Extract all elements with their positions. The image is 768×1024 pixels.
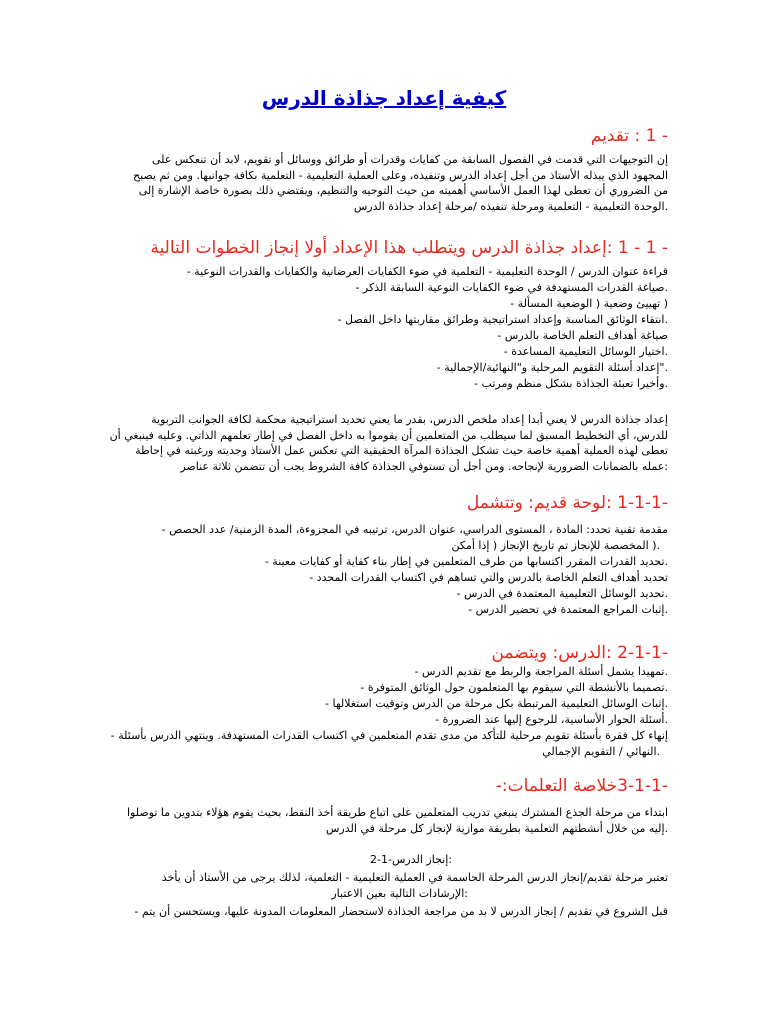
list-item: ."إعداد أسئلة التقويم المرحلية و"النهائية/الإجمالية -	[436, 361, 668, 374]
paragraph-line: ابتداء من مرحلة الجذع المشترك ينبغي تدريب المتعلمين على اتباع طريقة أخذ النقط، بحيث يقوم هؤلاء بتدوين ما توصلوا	[126, 806, 668, 819]
list-item: .صياغة القدرات المستهدفة في ضوء الكفايات النوعية السابقة الذكر -	[355, 281, 668, 294]
list-item: قراءة عنوان الدرس / الوحدة التعليمية - التعلمية في ضوء الكفايات العرضانية والكفايات والقدرات النوعية -	[186, 265, 668, 278]
list-item: صياغة أهداف التعلم الخاصة بالدرس -	[497, 329, 668, 342]
list-item: ( تهييئ وضعية ( الوضعية المسألة -	[510, 297, 668, 310]
list-item: .تصميما بالأنشطة التي سيقوم بها المتعلمون حول الوثائق المتوفرة -	[360, 681, 668, 694]
list-item: .اختيار الوسائل التعليمية المساعدة -	[503, 345, 668, 358]
section-heading-intro: - 1 : تقديم	[590, 126, 668, 146]
subsection-label-2-1: :إنجاز الدرس-1-2	[370, 853, 452, 866]
delivery-paragraph	[100, 870, 668, 901]
list-item: تحديد أهداف التعلم الخاصة بالدرس والتي تساهم في اكتساب القدرات المحدد -	[309, 571, 668, 584]
section-heading-3-1-1: -3-1-1خلاصة التعلمات:-	[495, 776, 668, 796]
paragraph-line: .إليه من خلال أنشطتهم التعلمية بطريقة موازية لإنجاز كل مرحلة في الدرس	[325, 821, 668, 835]
list-item: إنهاء كل فقرة بأسئلة تقويم مرحلية للتأكد من مدى تقدم المتعلمين في اكتساب القدرات المستهدفة. وينتهي الدرس بأسئلة -	[110, 729, 668, 742]
list-item: .( المخصصة للإنجاز تم تاريخ الإنجاز ( إذا أمكن	[451, 539, 660, 552]
paragraph-line: إن التوجيهات التي قدمت في الفصول السابقة من كفايات وقدرات أو طرائق ووسائل أو تقويم، لابد أن تنعكس على	[151, 153, 668, 166]
body-paragraph	[100, 412, 668, 474]
list-item: .النهائي / التقويم الإجمالي	[542, 745, 660, 758]
intro-paragraph	[100, 152, 668, 214]
paragraph-line: إعداد جذاذة الدرس لا يعني أبدا إعداد ملخص الدرس، بقدر ما يعني تحديد استراتيجية محكمة لكافة الجوانب التربوية	[151, 413, 668, 426]
list-item: مقدمة تقنية تحدد: المادة ، المستوى الدراسي، عنوان الدرس، ترتيبه في المجزوءة، المدة الزمنية/ عدد الحصص -	[161, 523, 668, 536]
list-item: .تحديد القدرات المقرر اكتسابها من طرف المتعلمين في إطار بناء كفاية أو كفايات معينة -	[264, 555, 668, 568]
paragraph-line: للدرس، أي التخطيط المسبق لما سيطلب من المتعلمين أن يقوموا به داخل الفصل في إطار تعلمهم الذاتي. وعليه فينبغي أن	[109, 428, 668, 442]
list-item: .تحديد الوسائل التعليمية المعتمدة في الدرس -	[456, 587, 668, 600]
list-item: .انتقاء الوثائق المناسبة وإعداد استراتيجية وطرائق مقاربتها داخل الفصل -	[337, 313, 668, 326]
paragraph-line: :عمله بالضمانات الضرورية لإنجاحه. ومن أجل أن تستوفي الجذاذة كافة الشروط يجب أن تتضمن ثلاثة عناصر	[180, 459, 668, 473]
page-title: كيفية إعداد جذاذة الدرس	[261, 86, 507, 110]
summary-paragraph	[100, 805, 668, 836]
paragraph-line: :الإرشادات التالية بعين الاعتبار	[331, 886, 468, 900]
paragraph-line: تعطى لهذه العملية أهمية خاصة حيث تشكل الجذاذة المرآة الحقيقية التي تعكس عمل الأستاذ وجديته ورغبته في إحاطة	[135, 444, 668, 457]
paragraph-line: .الوحدة التعليمية - التعلمية ومرحلة تنفيذه /مرحلة إعداد جذاذة الدرس	[353, 199, 668, 213]
section-heading-2-1-1: -2-1-1 :الدرس: ويتضمن	[491, 643, 668, 663]
list-item: .وأخيرا تعبئة الجذاذة بشكل منظم ومرتب -	[474, 377, 668, 390]
list-item: .أسئلة الحوار الأساسية، للرجوع إليها عند الضرورة -	[435, 713, 668, 726]
paragraph-line: تعتبر مرحلة تقديم/إنجاز الدرس المرحلة الحاسمة في العملية التعليمية - التعلمية، لذلك يرجى من الأستاذ أن يأخذ	[161, 871, 668, 884]
list-item: .تمهيدا يشمل أسئلة المراجعة والربط مع تقديم الدرس -	[414, 665, 668, 678]
list-item: .إثبات الوسائل التعليمية المرتبطة بكل مرحلة من الدرس وتوقيت استغلالها -	[325, 697, 668, 710]
list-item: .إثبات المراجع المعتمدة في تحضير الدرس -	[468, 603, 668, 616]
list-item: قبل الشروع في تقديم / إنجاز الدرس لا بد من مراجعة الجذاذة لاستحضار المعلومات المدونة عليها، ويستحسن أن يتم -	[134, 905, 668, 918]
section-heading-1-1: - 1 - 1 :إعداد جذاذة الدرس ويتطلب هذا الإعداد أولا إنجاز الخطوات التالية	[150, 238, 668, 258]
paragraph-line: من الضروري أن تعطى لهذا العمل الأساسي أهميته من حيث التوجيه والتنظيم، ويقتضي ذلك بصورة خاصة الإشارة إلى	[138, 184, 668, 197]
paragraph-line: المجهود الذي يبذله الأستاذ من أجل إعداد الدرس وتنفيذه، وعلى العملية التعليمية - التعلمية بكافة جوانبها. ومن ثم يصبح	[132, 168, 668, 182]
section-heading-1-1-1: -1-1-1 :لوحة قديم: وتتشمل	[466, 493, 668, 513]
